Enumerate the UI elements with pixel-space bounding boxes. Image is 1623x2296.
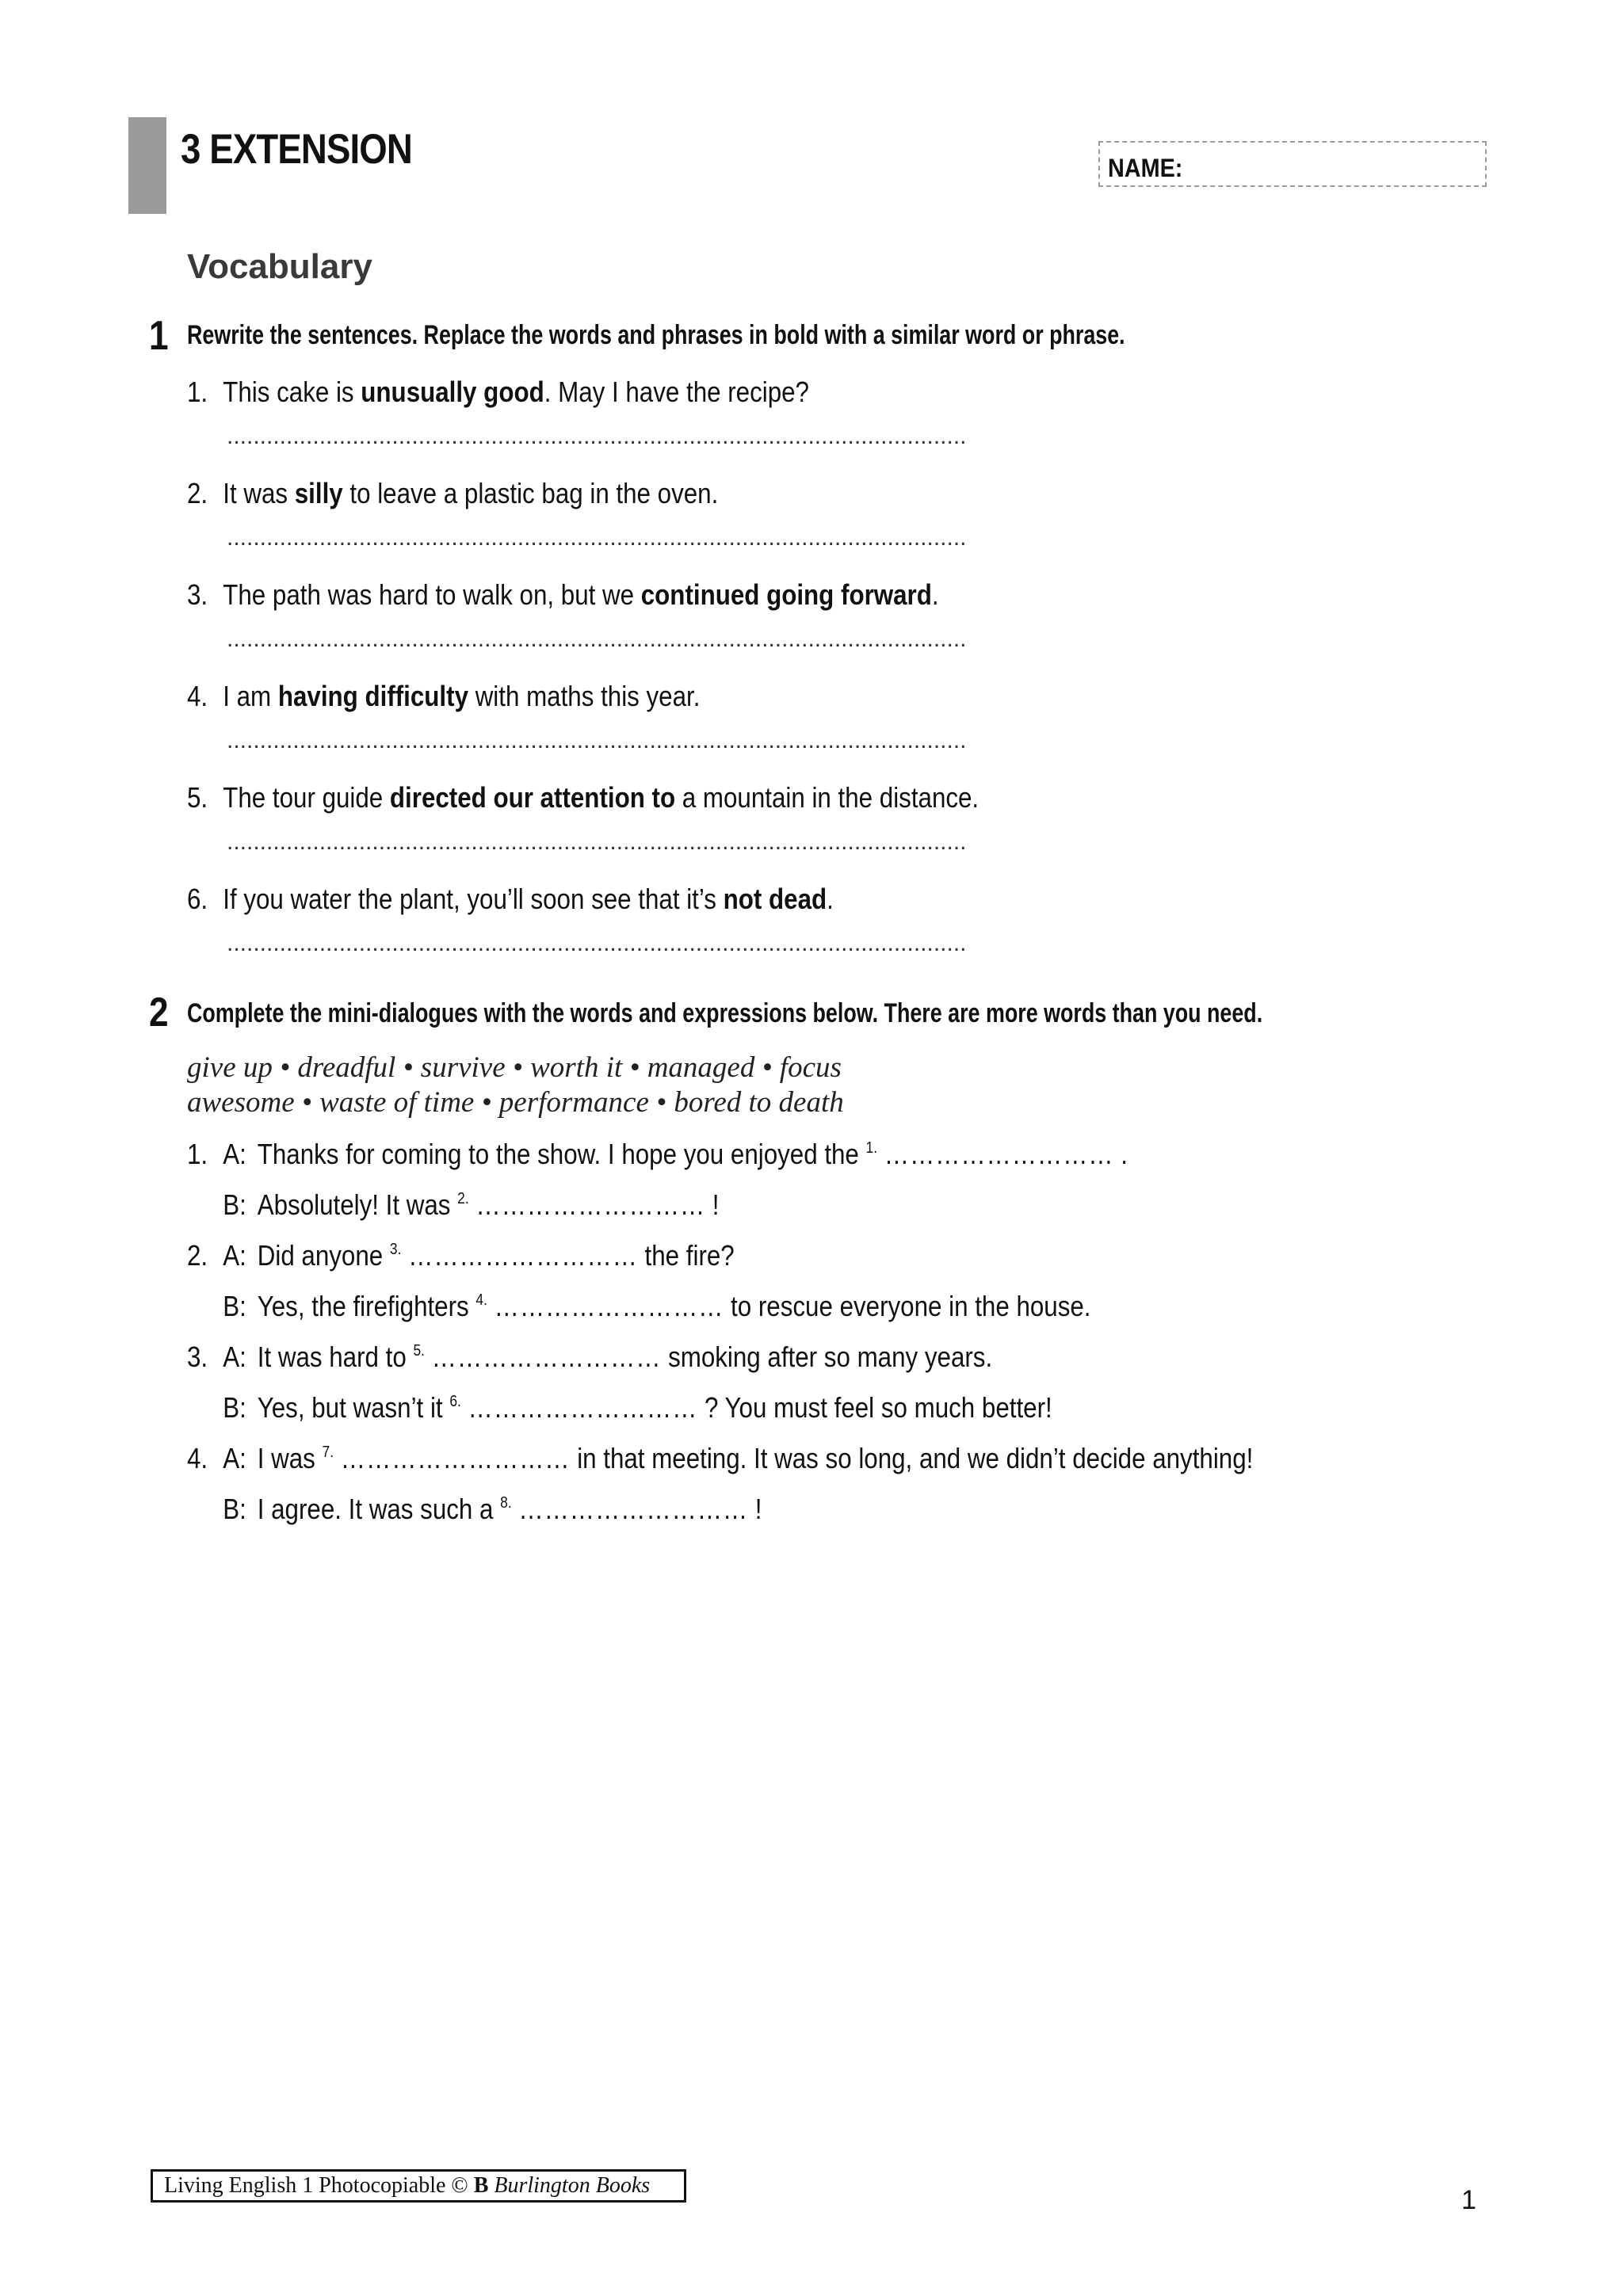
exercise-1-answer-line-4[interactable]: ................................................................................................................ [227,727,967,753]
answer-gap-6[interactable]: ……………………… [468,1391,698,1424]
dialogue-text: ! [705,1188,720,1221]
dialogue-1-line-a [187,1138,1128,1171]
item-number: 1. [187,376,208,408]
speaker-a: A: [223,1442,246,1474]
item-bold-phrase: not dead [723,883,827,915]
dialogue-text: Did anyone [257,1239,390,1272]
dialogue-text: in that meeting. It was so long, and we didn’t decide anything! [570,1442,1254,1474]
name-label: NAME: [1108,154,1183,182]
gap-number: 8. [500,1494,512,1512]
publisher-name: Burlington Books [494,2173,651,2198]
section-title: Vocabulary [187,247,372,286]
item-number: 5. [187,781,208,814]
item-text: If you water the plant, you’ll soon see that it’s [223,883,724,915]
name-field[interactable] [1098,141,1487,187]
exercise-1-answer-line-5[interactable]: ................................................................................................................ [227,829,967,855]
gap-number: 6. [449,1393,461,1410]
gap-number: 1. [865,1139,878,1157]
dialogue-text: Absolutely! It was [257,1188,458,1221]
item-text: It was [223,477,295,509]
item-number: 2. [187,477,208,509]
dialogue-number: 4. [187,1442,208,1474]
dialogue-text: smoking after so many years. [661,1341,993,1373]
speaker-b: B: [223,1290,246,1322]
dialogue-number: 3. [187,1341,208,1373]
speaker-a: A: [223,1138,246,1170]
dialogue-text: . [1113,1138,1128,1170]
dialogue-text: I was [257,1442,323,1474]
dialogue-text: ? You must feel so much better! [697,1391,1052,1424]
speaker-a: A: [223,1341,246,1373]
item-text: to leave a plastic bag in the oven. [342,477,719,509]
page-number: 1 [1461,2185,1476,2215]
item-text: . May I have the recipe? [544,376,809,408]
dialogue-text: the fire? [637,1239,735,1272]
exercise-1-answer-line-1[interactable]: ................................................................................................................ [227,423,967,449]
exercise-1-item-5 [187,781,979,814]
answer-gap-5[interactable]: ……………………… [431,1341,662,1373]
word-bank-line-1: give up • dreadful • survive • worth it • managed • focus [187,1051,842,1084]
exercise-1-item-1 [187,376,809,409]
answer-gap-3[interactable]: ……………………… [408,1239,638,1272]
dialogue-text: I agree. It was such a [257,1493,501,1525]
gap-number: 2. [457,1190,469,1207]
word-bank-line-2: awesome • waste of time • performance • bored to death [187,1086,844,1119]
gap-number: 7. [322,1444,334,1461]
speaker-b: B: [223,1493,246,1525]
item-text: with maths this year. [468,680,701,712]
item-text: . [827,883,834,915]
answer-gap-1[interactable]: ……………………… [884,1138,1114,1170]
dialogue-4-line-b [187,1493,762,1526]
dialogue-text: Yes, the firefighters [257,1290,476,1322]
gap-number: 4. [475,1291,487,1309]
item-number: 4. [187,680,208,712]
dialogue-1-line-b [187,1188,720,1222]
item-text: a mountain in the distance. [675,781,980,814]
unit-title: 3 EXTENSION [181,126,412,173]
dialogue-text: ! [748,1493,762,1525]
item-bold-phrase: unusually good [361,376,544,408]
exercise-2-number: 2 [149,990,169,1035]
item-number: 6. [187,883,208,915]
speaker-a: A: [223,1239,246,1272]
exercise-1-answer-line-3[interactable]: ................................................................................................................ [227,626,967,652]
exercise-1-item-2 [187,477,718,510]
copyright-footer [151,2169,686,2203]
exercise-1-answer-line-6[interactable]: ................................................................................................................ [227,930,967,956]
gap-number: 5. [413,1342,425,1360]
item-text: I am [223,680,278,712]
dialogue-4-line-a [187,1442,1253,1475]
exercise-1-number: 1 [149,313,169,359]
dialogue-3-line-b [187,1391,1052,1425]
speaker-b: B: [223,1391,246,1424]
exercise-1-item-4 [187,680,700,713]
item-text: . [931,578,939,611]
item-text: The tour guide [223,781,390,814]
dialogue-text: It was hard to [257,1341,414,1373]
exercise-2-instruction: Complete the mini-dialogues with the words and expressions below. There are more words than you need. [187,998,1263,1028]
exercise-1-instruction: Rewrite the sentences. Replace the words and phrases in bold with a similar word or phrase. [187,320,1125,350]
dialogue-text: Yes, but wasn’t it [257,1391,450,1424]
header-accent-bar [128,117,166,214]
exercise-1-item-6 [187,883,834,916]
answer-gap-8[interactable]: ……………………… [518,1493,749,1525]
dialogue-text: Thanks for coming to the show. I hope you enjoyed the [257,1138,866,1170]
item-bold-phrase: directed our attention to [389,781,676,814]
dialogue-number: 2. [187,1239,208,1272]
dialogue-number: 1. [187,1138,208,1170]
publisher-logo-icon: B [473,2173,489,2198]
dialogue-2-line-a [187,1239,735,1272]
answer-gap-2[interactable]: ……………………… [475,1188,706,1221]
speaker-b: B: [223,1188,246,1221]
exercise-1-item-3 [187,578,939,612]
gap-number: 3. [389,1241,402,1258]
exercise-1-answer-line-2[interactable]: ................................................................................................................ [227,524,967,551]
footer-text: Living English 1 Photocopiable © [164,2173,474,2198]
item-number: 3. [187,578,208,611]
item-bold-phrase: having difficulty [277,680,468,712]
item-bold-phrase: continued going forward [640,578,932,611]
item-bold-phrase: silly [294,477,343,509]
dialogue-2-line-b [187,1290,1090,1323]
dialogue-3-line-a [187,1341,992,1374]
answer-gap-7[interactable]: ……………………… [340,1442,571,1474]
answer-gap-4[interactable]: ……………………… [494,1290,724,1322]
item-text: The path was hard to walk on, but we [223,578,641,611]
item-text: This cake is [223,376,361,408]
dialogue-text: to rescue everyone in the house. [724,1290,1091,1322]
